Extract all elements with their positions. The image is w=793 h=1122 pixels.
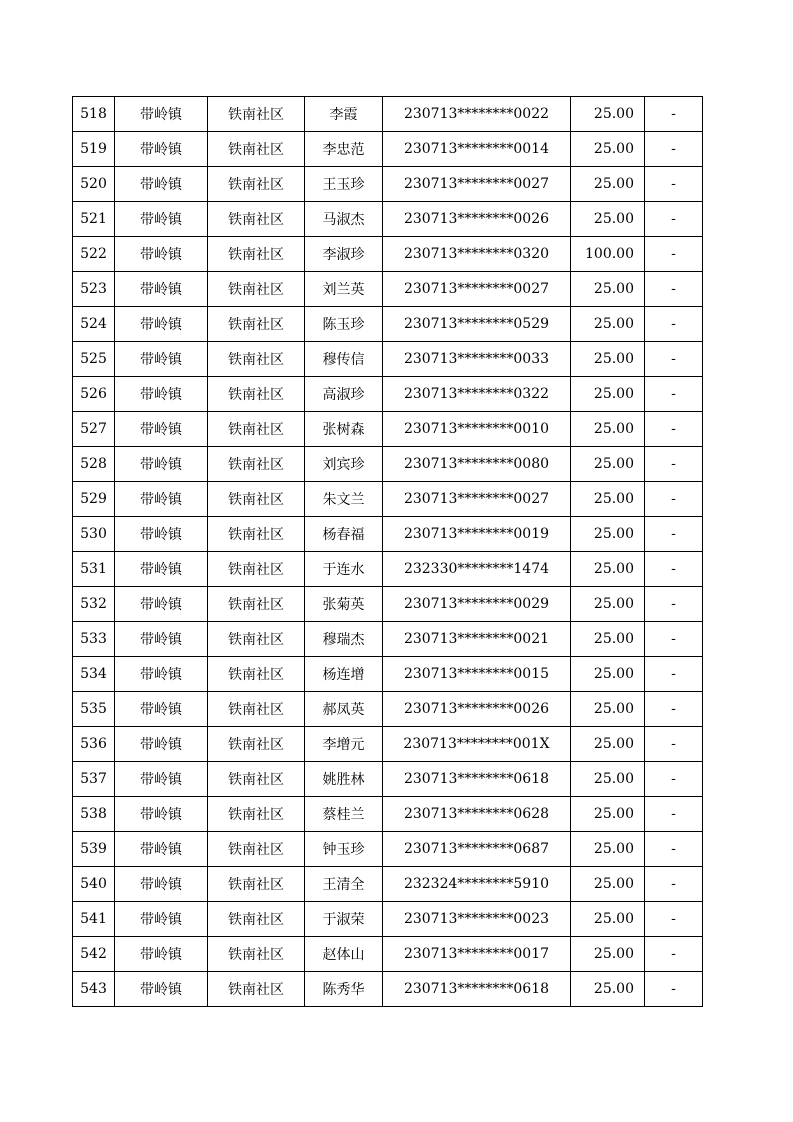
seq-number-cell: 538 [73, 797, 115, 832]
person-name-cell: 李淑珍 [305, 237, 383, 272]
community-cell: 铁南社区 [208, 972, 305, 1007]
table-row [73, 657, 703, 692]
community-cell: 铁南社区 [208, 517, 305, 552]
community-cell: 铁南社区 [208, 447, 305, 482]
table-row [73, 482, 703, 517]
seq-number-cell: 531 [73, 552, 115, 587]
id-number-cell: 230713********001X [383, 727, 571, 762]
town-cell: 带岭镇 [115, 552, 208, 587]
person-name-cell: 朱文兰 [305, 482, 383, 517]
table-row [73, 377, 703, 412]
amount-cell: 25.00 [571, 552, 645, 587]
seq-number-cell: 535 [73, 692, 115, 727]
seq-number-cell: 527 [73, 412, 115, 447]
amount-cell: 25.00 [571, 972, 645, 1007]
seq-number-cell: 524 [73, 307, 115, 342]
table-row [73, 202, 703, 237]
table-row [73, 342, 703, 377]
note-cell: - [645, 237, 703, 272]
town-cell: 带岭镇 [115, 237, 208, 272]
person-name-cell: 于连水 [305, 552, 383, 587]
town-cell: 带岭镇 [115, 342, 208, 377]
id-number-cell: 230713********0019 [383, 517, 571, 552]
note-cell: - [645, 307, 703, 342]
subsidy-roster-table [72, 96, 703, 1007]
community-cell: 铁南社区 [208, 132, 305, 167]
amount-cell: 25.00 [571, 482, 645, 517]
amount-cell: 25.00 [571, 517, 645, 552]
note-cell: - [645, 832, 703, 867]
amount-cell: 25.00 [571, 902, 645, 937]
person-name-cell: 杨连增 [305, 657, 383, 692]
id-number-cell: 230713********0026 [383, 692, 571, 727]
seq-number-cell: 523 [73, 272, 115, 307]
community-cell: 铁南社区 [208, 727, 305, 762]
person-name-cell: 赵体山 [305, 937, 383, 972]
community-cell: 铁南社区 [208, 552, 305, 587]
person-name-cell: 王玉珍 [305, 167, 383, 202]
id-number-cell: 230713********0022 [383, 97, 571, 132]
town-cell: 带岭镇 [115, 727, 208, 762]
town-cell: 带岭镇 [115, 867, 208, 902]
person-name-cell: 马淑杰 [305, 202, 383, 237]
amount-cell: 25.00 [571, 377, 645, 412]
table-row [73, 972, 703, 1007]
town-cell: 带岭镇 [115, 692, 208, 727]
person-name-cell: 穆瑞杰 [305, 622, 383, 657]
community-cell: 铁南社区 [208, 762, 305, 797]
seq-number-cell: 525 [73, 342, 115, 377]
community-cell: 铁南社区 [208, 237, 305, 272]
id-number-cell: 230713********0021 [383, 622, 571, 657]
community-cell: 铁南社区 [208, 482, 305, 517]
person-name-cell: 李霞 [305, 97, 383, 132]
community-cell: 铁南社区 [208, 692, 305, 727]
seq-number-cell: 534 [73, 657, 115, 692]
seq-number-cell: 536 [73, 727, 115, 762]
id-number-cell: 232330********1474 [383, 552, 571, 587]
town-cell: 带岭镇 [115, 517, 208, 552]
seq-number-cell: 530 [73, 517, 115, 552]
seq-number-cell: 528 [73, 447, 115, 482]
id-number-cell: 230713********0014 [383, 132, 571, 167]
note-cell: - [645, 552, 703, 587]
amount-cell: 25.00 [571, 762, 645, 797]
note-cell: - [645, 972, 703, 1007]
table-row [73, 447, 703, 482]
community-cell: 铁南社区 [208, 412, 305, 447]
amount-cell: 25.00 [571, 202, 645, 237]
table-row [73, 867, 703, 902]
id-number-cell: 230713********0687 [383, 832, 571, 867]
note-cell: - [645, 937, 703, 972]
seq-number-cell: 543 [73, 972, 115, 1007]
person-name-cell: 蔡桂兰 [305, 797, 383, 832]
table-row [73, 412, 703, 447]
town-cell: 带岭镇 [115, 202, 208, 237]
person-name-cell: 高淑珍 [305, 377, 383, 412]
town-cell: 带岭镇 [115, 972, 208, 1007]
community-cell: 铁南社区 [208, 867, 305, 902]
amount-cell: 25.00 [571, 937, 645, 972]
town-cell: 带岭镇 [115, 832, 208, 867]
seq-number-cell: 537 [73, 762, 115, 797]
person-name-cell: 张菊英 [305, 587, 383, 622]
seq-number-cell: 518 [73, 97, 115, 132]
town-cell: 带岭镇 [115, 937, 208, 972]
amount-cell: 25.00 [571, 307, 645, 342]
person-name-cell: 刘宾珍 [305, 447, 383, 482]
table-row [73, 167, 703, 202]
table-row [73, 727, 703, 762]
table-row [73, 517, 703, 552]
id-number-cell: 230713********0010 [383, 412, 571, 447]
seq-number-cell: 521 [73, 202, 115, 237]
note-cell: - [645, 132, 703, 167]
amount-cell: 25.00 [571, 412, 645, 447]
person-name-cell: 杨春福 [305, 517, 383, 552]
person-name-cell: 李忠范 [305, 132, 383, 167]
id-number-cell: 230713********0033 [383, 342, 571, 377]
amount-cell: 25.00 [571, 657, 645, 692]
community-cell: 铁南社区 [208, 832, 305, 867]
id-number-cell: 230713********0027 [383, 482, 571, 517]
seq-number-cell: 522 [73, 237, 115, 272]
table-row [73, 237, 703, 272]
note-cell: - [645, 902, 703, 937]
seq-number-cell: 526 [73, 377, 115, 412]
town-cell: 带岭镇 [115, 657, 208, 692]
table-row [73, 797, 703, 832]
person-name-cell: 钟玉珍 [305, 832, 383, 867]
seq-number-cell: 533 [73, 622, 115, 657]
seq-number-cell: 542 [73, 937, 115, 972]
id-number-cell: 230713********0320 [383, 237, 571, 272]
amount-cell: 25.00 [571, 447, 645, 482]
person-name-cell: 陈玉珍 [305, 307, 383, 342]
note-cell: - [645, 482, 703, 517]
amount-cell: 25.00 [571, 797, 645, 832]
note-cell: - [645, 517, 703, 552]
table-row [73, 692, 703, 727]
town-cell: 带岭镇 [115, 447, 208, 482]
seq-number-cell: 529 [73, 482, 115, 517]
note-cell: - [645, 797, 703, 832]
note-cell: - [645, 692, 703, 727]
town-cell: 带岭镇 [115, 132, 208, 167]
town-cell: 带岭镇 [115, 622, 208, 657]
table-row [73, 307, 703, 342]
person-name-cell: 王清全 [305, 867, 383, 902]
community-cell: 铁南社区 [208, 167, 305, 202]
amount-cell: 25.00 [571, 832, 645, 867]
person-name-cell: 李增元 [305, 727, 383, 762]
id-number-cell: 230713********0618 [383, 762, 571, 797]
note-cell: - [645, 657, 703, 692]
id-number-cell: 230713********0023 [383, 902, 571, 937]
town-cell: 带岭镇 [115, 762, 208, 797]
note-cell: - [645, 762, 703, 797]
community-cell: 铁南社区 [208, 377, 305, 412]
id-number-cell: 232324********5910 [383, 867, 571, 902]
town-cell: 带岭镇 [115, 97, 208, 132]
roster-body [73, 97, 703, 1007]
community-cell: 铁南社区 [208, 587, 305, 622]
id-number-cell: 230713********0015 [383, 657, 571, 692]
id-number-cell: 230713********0029 [383, 587, 571, 622]
person-name-cell: 穆传信 [305, 342, 383, 377]
community-cell: 铁南社区 [208, 902, 305, 937]
note-cell: - [645, 97, 703, 132]
amount-cell: 25.00 [571, 692, 645, 727]
note-cell: - [645, 202, 703, 237]
note-cell: - [645, 342, 703, 377]
id-number-cell: 230713********0026 [383, 202, 571, 237]
community-cell: 铁南社区 [208, 342, 305, 377]
person-name-cell: 陈秀华 [305, 972, 383, 1007]
table-row [73, 132, 703, 167]
community-cell: 铁南社区 [208, 272, 305, 307]
amount-cell: 100.00 [571, 237, 645, 272]
note-cell: - [645, 377, 703, 412]
table-row [73, 832, 703, 867]
seq-number-cell: 519 [73, 132, 115, 167]
table-row [73, 902, 703, 937]
amount-cell: 25.00 [571, 622, 645, 657]
note-cell: - [645, 167, 703, 202]
town-cell: 带岭镇 [115, 482, 208, 517]
amount-cell: 25.00 [571, 132, 645, 167]
community-cell: 铁南社区 [208, 307, 305, 342]
person-name-cell: 张树森 [305, 412, 383, 447]
seq-number-cell: 541 [73, 902, 115, 937]
table-row [73, 552, 703, 587]
seq-number-cell: 532 [73, 587, 115, 622]
person-name-cell: 郝凤英 [305, 692, 383, 727]
seq-number-cell: 540 [73, 867, 115, 902]
town-cell: 带岭镇 [115, 377, 208, 412]
note-cell: - [645, 412, 703, 447]
person-name-cell: 姚胜林 [305, 762, 383, 797]
note-cell: - [645, 867, 703, 902]
amount-cell: 25.00 [571, 97, 645, 132]
community-cell: 铁南社区 [208, 937, 305, 972]
table-row [73, 587, 703, 622]
community-cell: 铁南社区 [208, 657, 305, 692]
amount-cell: 25.00 [571, 867, 645, 902]
id-number-cell: 230713********0027 [383, 167, 571, 202]
table-row [73, 937, 703, 972]
id-number-cell: 230713********0618 [383, 972, 571, 1007]
id-number-cell: 230713********0529 [383, 307, 571, 342]
id-number-cell: 230713********0322 [383, 377, 571, 412]
id-number-cell: 230713********0628 [383, 797, 571, 832]
community-cell: 铁南社区 [208, 202, 305, 237]
town-cell: 带岭镇 [115, 307, 208, 342]
town-cell: 带岭镇 [115, 412, 208, 447]
note-cell: - [645, 622, 703, 657]
amount-cell: 25.00 [571, 272, 645, 307]
note-cell: - [645, 447, 703, 482]
town-cell: 带岭镇 [115, 167, 208, 202]
town-cell: 带岭镇 [115, 587, 208, 622]
community-cell: 铁南社区 [208, 97, 305, 132]
community-cell: 铁南社区 [208, 797, 305, 832]
amount-cell: 25.00 [571, 167, 645, 202]
table-row [73, 97, 703, 132]
id-number-cell: 230713********0027 [383, 272, 571, 307]
town-cell: 带岭镇 [115, 902, 208, 937]
town-cell: 带岭镇 [115, 272, 208, 307]
person-name-cell: 于淑荣 [305, 902, 383, 937]
town-cell: 带岭镇 [115, 797, 208, 832]
note-cell: - [645, 272, 703, 307]
amount-cell: 25.00 [571, 727, 645, 762]
note-cell: - [645, 587, 703, 622]
note-cell: - [645, 727, 703, 762]
person-name-cell: 刘兰英 [305, 272, 383, 307]
amount-cell: 25.00 [571, 342, 645, 377]
id-number-cell: 230713********0080 [383, 447, 571, 482]
table-row [73, 622, 703, 657]
amount-cell: 25.00 [571, 587, 645, 622]
id-number-cell: 230713********0017 [383, 937, 571, 972]
table-row [73, 272, 703, 307]
seq-number-cell: 520 [73, 167, 115, 202]
table-row [73, 762, 703, 797]
seq-number-cell: 539 [73, 832, 115, 867]
community-cell: 铁南社区 [208, 622, 305, 657]
